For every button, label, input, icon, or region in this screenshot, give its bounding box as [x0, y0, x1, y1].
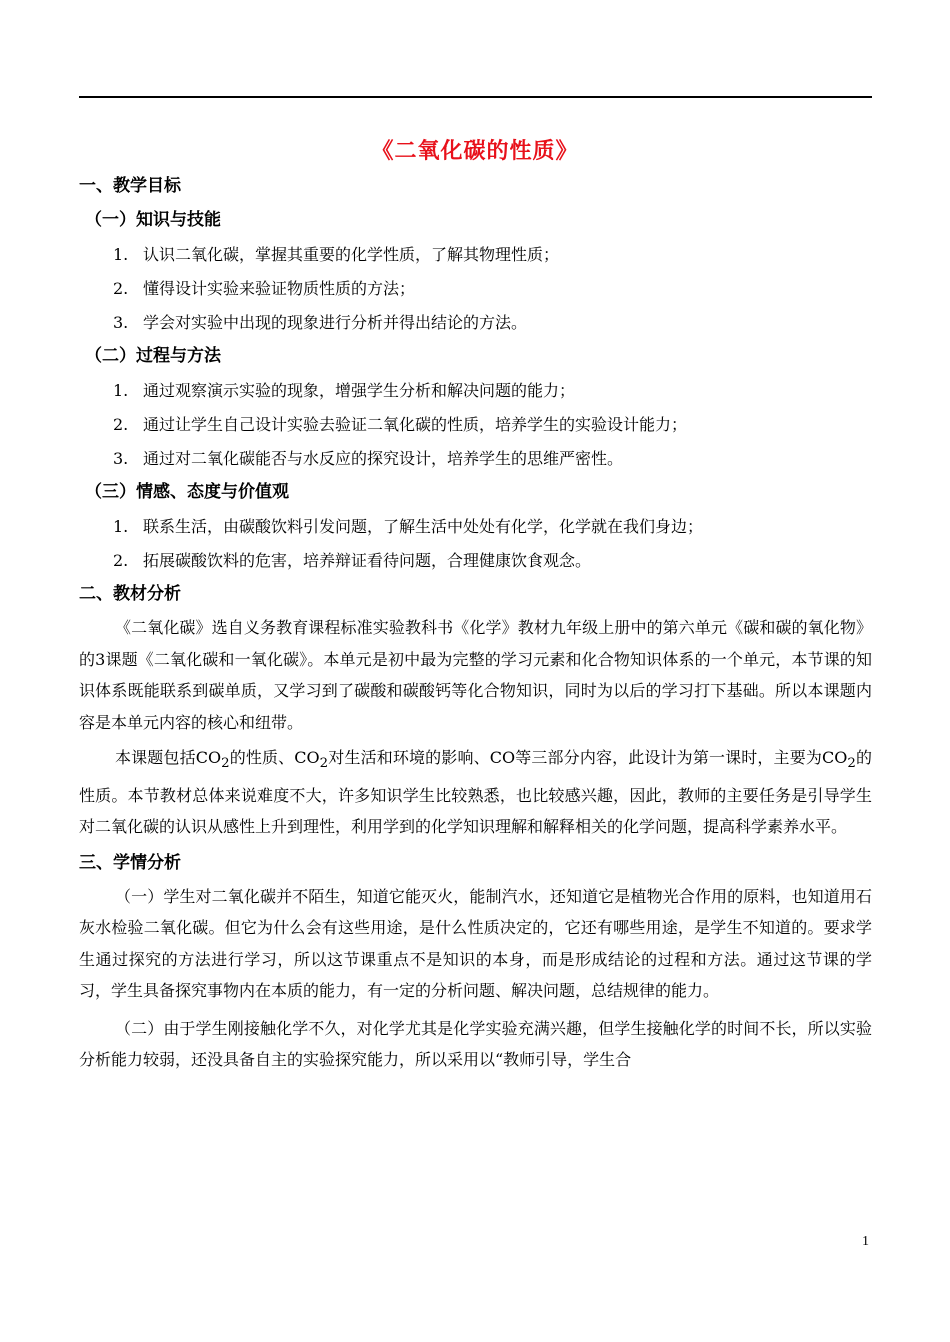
- list-item: [79, 510, 879, 544]
- list-text: 学会对实验中出现的现象进行分析并得出结论的方法。: [143, 313, 528, 332]
- list-number: 1.: [113, 381, 129, 400]
- list-item: [79, 442, 879, 476]
- list-item: [79, 306, 879, 340]
- page-number: 1: [862, 1234, 869, 1249]
- header-rule: [79, 96, 872, 98]
- list-text: 通过让学生自己设计实验去验证二氧化碳的性质，培养学生的实验设计能力；: [143, 415, 688, 434]
- text-run: 本课题包括CO: [115, 748, 222, 767]
- list-number: 2.: [113, 551, 129, 570]
- list-item: [79, 238, 879, 272]
- subscript: 2: [319, 756, 329, 772]
- section-heading-students: 三、学情分析: [79, 852, 181, 873]
- subscript: 2: [847, 756, 856, 772]
- subsection-heading-attitude: （三）情感、态度与价值观: [85, 482, 289, 502]
- list-item: [79, 408, 879, 442]
- list-item: [79, 272, 879, 306]
- list-text: 通过观察演示实验的现象，增强学生分析和解决问题的能力；: [143, 381, 576, 400]
- text-run: 对生活和环境的影响、CO等三部分内容，此设计为第一课时，主要为CO: [328, 748, 848, 767]
- section-heading-objectives: 一、教学目标: [79, 176, 181, 196]
- list-text: 联系生活，由碳酸饮料引发问题，了解生活中处处有化学，化学就在我们身边；: [143, 517, 704, 536]
- list-number: 2.: [113, 279, 129, 298]
- list-text: 拓展碳酸饮料的危害，培养辩证看待问题，合理健康饮食观念。: [143, 551, 592, 570]
- subscript: 2: [221, 756, 230, 772]
- list-item: [79, 544, 879, 578]
- list-text: 通过对二氧化碳能否与水反应的探究设计，培养学生的思维严密性。: [143, 449, 624, 468]
- list-number: 3.: [113, 449, 129, 468]
- text-run: 的性质。本节教材总体来说难度不大，许多知识学生比较熟悉，也比较感兴趣，因此，教师的主要任务是引导学生对二氧化碳的认识从感性上升到理性，利用学到的化学知识理解和解释相关的化学问题，提高科学素养水平。: [79, 748, 872, 837]
- paragraph: （一）学生对二氧化碳并不陌生，知道它能灭火，能制汽水，还知道它是植物光合作用的原料，也知道用石灰水检验二氧化碳。但它为什么会有这些用途，是什么性质决定的，它还有哪些用途，是学生不知道的。要求学生通过探究的方法进行学习，所以这节课重点不是知识的本身，而是形成结论的过程和方法。通过这节课的学习，学生具备探究事物内在本质的能力，有一定的分析问题、解决问题，总结规律的能力。: [79, 886, 872, 1001]
- section-heading-material: 二、教材分析: [79, 584, 181, 604]
- subsection-heading-knowledge: （一）知识与技能: [85, 210, 221, 230]
- document-title: 《二氧化碳的性质》: [371, 139, 579, 164]
- subsection-heading-process: （二）过程与方法: [85, 346, 221, 366]
- list-number: 1.: [113, 245, 129, 264]
- text-run: 的性质、CO: [229, 748, 320, 767]
- list-text: 懂得设计实验来验证物质性质的方法；: [143, 279, 416, 298]
- paragraph: （二）由于学生刚接触化学不久，对化学尤其是化学实验充满兴趣，但学生接触化学的时间不长，所以实验分析能力较弱，还没具备自主的实验探究能力，所以采用以“教师引导，学生合: [79, 1018, 872, 1070]
- list-item: [79, 374, 879, 408]
- list-number: 3.: [113, 313, 129, 332]
- paragraph: [79, 742, 872, 843]
- document-body: [79, 170, 879, 1076]
- list-text: 认识二氧化碳，掌握其重要的化学性质，了解其物理性质；: [143, 245, 560, 264]
- list-number: 1.: [113, 517, 129, 536]
- list-number: 2.: [113, 415, 129, 434]
- paragraph: 《二氧化碳》选自义务教育课程标准实验教科书《化学》教材九年级上册中的第六单元《碳和碳的氧化物》的3课题《二氧化碳和一氧化碳》。本单元是初中最为完整的学习元素和化合物知识体系的一个单元，本节课的知识体系既能联系到碳单质，又学习到了碳酸和碳酸钙等化合物知识，同时为以后的学习打下基础。所以本课题内容是本单元内容的核心和纽带。: [79, 618, 872, 732]
